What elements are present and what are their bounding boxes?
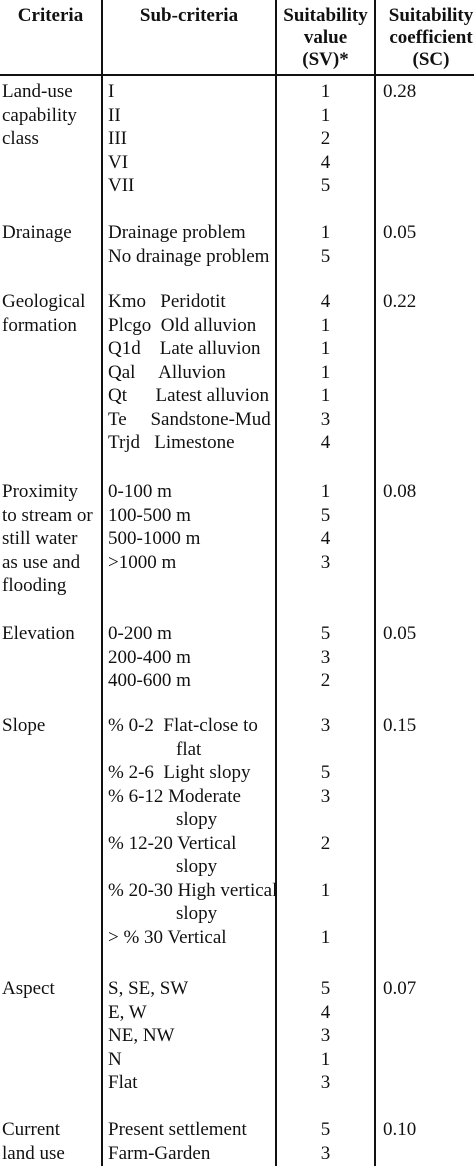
header-suitability-value-line2: value [303, 27, 348, 48]
suitability-value-cell: 1 [320, 314, 331, 336]
sub-criteria-cell: % 2-6 Light slopy [108, 762, 251, 783]
criteria-cell: to stream or [2, 504, 93, 526]
criteria-cell: capability [2, 104, 77, 126]
suitability-value-cell: 3 [320, 408, 331, 430]
suitability-value-cell: 2 [320, 670, 331, 691]
sub-criteria-cell: II [108, 104, 121, 126]
sub-criteria-cell: III [108, 128, 127, 149]
suitability-coefficient-cell: 0.08 [383, 481, 417, 502]
sub-criteria-cell: Kmo Peridotit [108, 291, 226, 312]
sub-criteria-cell: N [108, 1048, 122, 1070]
sub-criteria-cell: Flat [108, 1072, 138, 1093]
suitability-value-cell: 3 [320, 551, 331, 573]
criteria-cell: Land-use [2, 81, 73, 102]
criteria-cell: Slope [2, 715, 46, 736]
suitability-value-cell: 1 [320, 481, 331, 502]
suitability-coefficient-cell: 0.05 [383, 623, 417, 644]
suitability-value-cell: 1 [320, 926, 331, 948]
sub-criteria-cell: % 12-20 Vertical [108, 832, 237, 854]
suitability-value-cell: 1 [320, 104, 331, 126]
suitability-value-cell: 3 [320, 1072, 331, 1093]
column-divider [101, 0, 103, 1166]
criteria-cell: as use and [2, 551, 81, 573]
sub-criteria-cell: >1000 m [108, 551, 177, 573]
suitability-value-cell: 5 [320, 623, 331, 644]
sub-criteria-cell: 400-600 m [108, 670, 191, 691]
suitability-value-cell: 1 [320, 81, 331, 102]
suitability-value-cell: 1 [320, 385, 331, 406]
sub-criteria-cell: Qal Alluvion [108, 361, 226, 383]
suitability-value-cell: 5 [320, 762, 331, 783]
sub-criteria-cell: 500-1000 m [108, 528, 201, 549]
suitability-value-cell: 4 [320, 151, 331, 173]
sub-criteria-cell: % 20-30 High vertical [108, 879, 278, 901]
sub-criteria-cell: Drainage problem [108, 222, 246, 243]
sub-criteria-cell: Trjd Limestone [108, 432, 235, 453]
header-sub-criteria: Sub-criteria [139, 5, 239, 26]
criteria-cell: Proximity [2, 481, 79, 502]
criteria-cell: Aspect [2, 978, 55, 999]
sub-criteria-cell: 0-200 m [108, 623, 172, 644]
suitability-value-cell: 3 [320, 715, 331, 736]
header-suitability-value-line3: (SV)* [302, 49, 349, 70]
sub-criteria-cell: No drainage problem [108, 245, 270, 267]
sub-criteria-cell: Present settlement [108, 1119, 247, 1140]
suitability-value-cell: 4 [320, 432, 331, 453]
sub-criteria-cell: VII [108, 175, 135, 196]
suitability-value-cell: 5 [320, 245, 331, 267]
suitability-value-cell: 5 [320, 978, 331, 999]
sub-criteria-cell: I [108, 81, 115, 102]
suitability-value-cell: 3 [320, 646, 331, 668]
suitability-value-cell: 1 [320, 361, 331, 383]
suitability-value-cell: 5 [320, 1119, 331, 1140]
sub-criteria-cell: Qt Latest alluvion [108, 385, 269, 406]
suitability-coefficient-cell: 0.15 [383, 715, 417, 736]
column-divider [374, 0, 376, 1166]
suitability-value-cell: 3 [320, 785, 331, 807]
suitability-value-cell: 4 [320, 528, 331, 549]
suitability-coefficient-cell: 0.07 [383, 978, 417, 999]
suitability-value-cell: 1 [320, 1048, 331, 1070]
criteria-cell: Geological [2, 291, 86, 312]
suitability-coefficient-cell: 0.22 [383, 291, 417, 312]
suitability-value-cell: 4 [320, 291, 331, 312]
sub-criteria-cell: NE, NW [108, 1025, 175, 1046]
header-suitability-coefficient-line1: Suitability [388, 5, 474, 26]
criteria-cell: class [2, 128, 39, 149]
suitability-value-cell: 3 [320, 1025, 331, 1046]
suitability-value-cell: 4 [320, 1001, 331, 1023]
suitability-value-cell: 3 [320, 1142, 331, 1164]
criteria-cell: formation [2, 314, 77, 336]
sub-criteria-cell: 0-100 m [108, 481, 172, 502]
sub-criteria-cell: Te Sandstone-Mud [108, 408, 271, 430]
sub-criteria-cell: 100-500 m [108, 504, 191, 526]
suitability-value-cell: 1 [320, 338, 331, 359]
sub-criteria-cell: > % 30 Vertical [108, 926, 227, 948]
sub-criteria-cell: slopy [176, 856, 218, 877]
sub-criteria-cell: Farm-Garden [108, 1142, 211, 1164]
sub-criteria-cell: VI [108, 151, 129, 173]
sub-criteria-cell: % 6-12 Moderate [108, 785, 241, 807]
sub-criteria-cell: slopy [176, 809, 218, 830]
suitability-value-cell: 2 [320, 832, 331, 854]
sub-criteria-cell: Q1d Late alluvion [108, 338, 261, 359]
sub-criteria-cell: slopy [176, 903, 218, 924]
suitability-value-cell: 5 [320, 175, 331, 196]
suitability-coefficient-cell: 0.28 [383, 81, 417, 102]
suitability-value-cell: 5 [320, 504, 331, 526]
criteria-cell: Drainage [2, 222, 72, 243]
suitability-value-cell: 2 [320, 128, 331, 149]
sub-criteria-cell: S, SE, SW [108, 978, 189, 999]
criteria-cell: land use [2, 1142, 65, 1164]
header-criteria: Criteria [17, 5, 84, 26]
sub-criteria-cell: E, W [108, 1001, 147, 1023]
suitability-coefficient-cell: 0.10 [383, 1119, 417, 1140]
sub-criteria-cell: Plcgo Old alluvion [108, 314, 257, 336]
criteria-cell: Elevation [2, 623, 75, 644]
criteria-cell: flooding [2, 575, 67, 596]
suitability-value-cell: 1 [320, 222, 331, 243]
header-divider [0, 74, 474, 76]
sub-criteria-cell: 200-400 m [108, 646, 191, 668]
criteria-cell: Current [2, 1119, 61, 1140]
sub-criteria-cell: flat [176, 738, 202, 760]
sub-criteria-cell: % 0-2 Flat-close to [108, 715, 258, 736]
suitability-coefficient-cell: 0.05 [383, 222, 417, 243]
suitability-value-cell: 1 [320, 879, 331, 901]
header-suitability-coefficient-line2: coefficient [389, 27, 473, 48]
header-suitability-coefficient-line3: (SC) [412, 49, 450, 70]
header-suitability-value-line1: Suitability [283, 5, 368, 26]
criteria-cell: still water [2, 528, 78, 549]
